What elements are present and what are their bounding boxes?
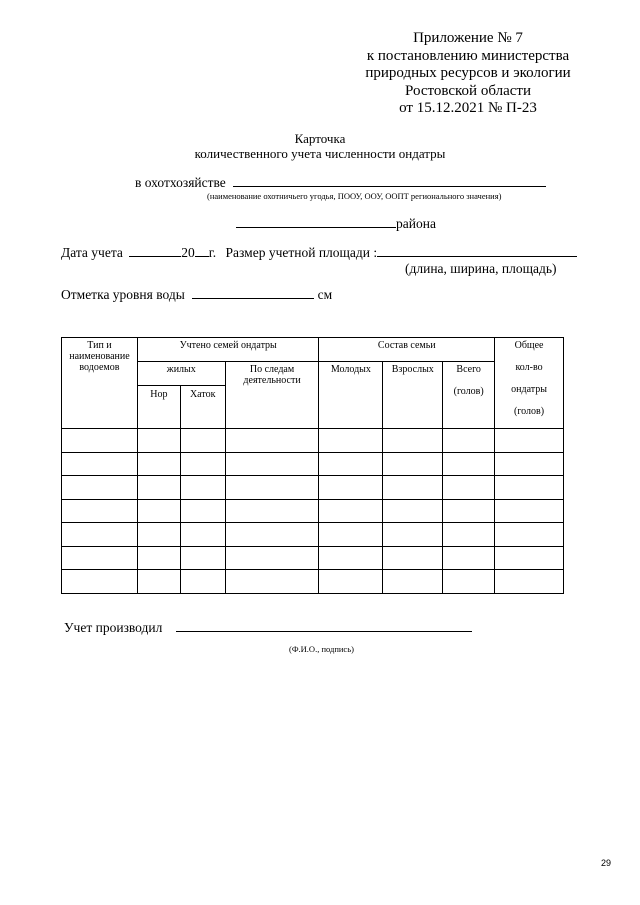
hunting-ground-label: в охотхозяйстве: [135, 175, 226, 190]
table-cell[interactable]: [383, 452, 443, 476]
title-line-1: Карточка: [294, 131, 346, 146]
table-row: [62, 429, 564, 453]
table-row: [62, 499, 564, 523]
header-lodges: Хаток: [180, 386, 225, 429]
table-row: [62, 570, 564, 594]
table-cell[interactable]: [495, 499, 564, 523]
appendix-line-5: от 15.12.2021 № П-23: [399, 100, 537, 116]
page-number: 29: [600, 858, 611, 868]
appendix-line-2: к постановлению министерства: [366, 47, 570, 64]
table-cell[interactable]: [443, 499, 495, 523]
table-cell[interactable]: [62, 429, 138, 453]
record-date-row: [61, 245, 577, 261]
table-cell[interactable]: [495, 476, 564, 500]
table-cell[interactable]: [319, 452, 383, 476]
table-cell[interactable]: [137, 523, 180, 547]
hunting-ground-field[interactable]: [233, 175, 546, 187]
water-level-label: Отметка уровня воды: [61, 287, 185, 302]
district-suffix: района: [396, 216, 436, 231]
signature-hint: (Ф.И.О., подпись): [289, 644, 354, 654]
table-cell[interactable]: [180, 429, 225, 453]
table-cell[interactable]: [225, 429, 319, 453]
table-cell[interactable]: [495, 570, 564, 594]
footer-label: Учет производил: [64, 620, 163, 635]
area-label: Размер учетной площади :: [225, 245, 378, 260]
table-cell[interactable]: [137, 499, 180, 523]
header-water-type: Тип и наименование водоемов: [62, 338, 138, 429]
table-cell[interactable]: [319, 476, 383, 500]
water-level-field[interactable]: [192, 287, 314, 299]
header-family-total-label: Всего: [456, 364, 481, 375]
record-year-prefix: 20: [181, 245, 195, 260]
table-cell[interactable]: [225, 523, 319, 547]
table-cell[interactable]: [443, 476, 495, 500]
table-cell[interactable]: [383, 499, 443, 523]
header-total-muskrats-4: (голов): [514, 406, 545, 417]
table-row: [62, 523, 564, 547]
district-field[interactable]: [236, 216, 396, 228]
signature-field[interactable]: [176, 620, 472, 632]
table-cell[interactable]: [137, 476, 180, 500]
table-cell[interactable]: [180, 546, 225, 570]
table-cell[interactable]: [319, 499, 383, 523]
table-cell[interactable]: [137, 452, 180, 476]
header-young: Молодых: [319, 362, 383, 429]
appendix-header: [338, 30, 598, 118]
title-line-2: количественного учета численности ондатры: [194, 146, 446, 161]
table-cell[interactable]: [383, 546, 443, 570]
water-level-row: [61, 287, 332, 303]
record-date-label: Дата учета: [61, 245, 123, 260]
table-cell[interactable]: [180, 523, 225, 547]
table-cell[interactable]: [180, 499, 225, 523]
table-cell[interactable]: [495, 523, 564, 547]
header-total-muskrats-2: кол-во: [515, 362, 543, 373]
table-cell[interactable]: [180, 452, 225, 476]
appendix-line-3: природных ресурсов и экологии: [365, 65, 571, 81]
hunting-ground-hint: (наименование охотничьего угодья, ПООУ, ООУ, ООПТ регионального значения): [207, 191, 502, 201]
table-cell[interactable]: [495, 546, 564, 570]
table-cell[interactable]: [319, 570, 383, 594]
table-cell[interactable]: [225, 570, 319, 594]
table-cell[interactable]: [319, 523, 383, 547]
table-cell[interactable]: [383, 523, 443, 547]
census-table: [61, 337, 564, 594]
header-total-muskrats: [495, 338, 564, 429]
header-by-tracks: По следам деятельности: [225, 362, 319, 429]
header-adult: Взрослых: [383, 362, 443, 429]
record-year-suffix: г.: [208, 245, 217, 260]
table-row: [62, 476, 564, 500]
table-cell[interactable]: [225, 546, 319, 570]
table-cell[interactable]: [225, 499, 319, 523]
table-cell[interactable]: [383, 570, 443, 594]
table-cell[interactable]: [62, 546, 138, 570]
document-title: [0, 131, 640, 161]
table-cell[interactable]: [180, 570, 225, 594]
table-cell[interactable]: [319, 546, 383, 570]
table-cell[interactable]: [383, 476, 443, 500]
header-burrows: Нор: [137, 386, 180, 429]
table-cell[interactable]: [62, 452, 138, 476]
table-cell[interactable]: [62, 523, 138, 547]
table-cell[interactable]: [225, 452, 319, 476]
header-dwellings: жилых: [137, 362, 225, 386]
table-cell[interactable]: [62, 570, 138, 594]
table-cell[interactable]: [62, 499, 138, 523]
hunting-ground-row: [135, 175, 546, 191]
district-row: [236, 216, 436, 232]
table-cell[interactable]: [137, 546, 180, 570]
table-cell[interactable]: [137, 570, 180, 594]
table-cell[interactable]: [319, 429, 383, 453]
table-cell[interactable]: [180, 476, 225, 500]
table-cell[interactable]: [443, 452, 495, 476]
area-hint: (длина, ширина, площадь): [405, 261, 557, 276]
header-counted-families: Учтено семей ондатры: [137, 338, 319, 362]
footer-row: [64, 620, 472, 636]
table-cell[interactable]: [62, 476, 138, 500]
table-cell[interactable]: [443, 523, 495, 547]
header-family-total: [443, 362, 495, 429]
table-cell[interactable]: [225, 476, 319, 500]
record-date-field[interactable]: [129, 245, 181, 257]
water-level-unit: см: [317, 287, 333, 302]
area-field[interactable]: [377, 245, 577, 257]
table-row: [62, 546, 564, 570]
table-cell[interactable]: [443, 546, 495, 570]
table-cell[interactable]: [383, 429, 443, 453]
table-cell[interactable]: [137, 429, 180, 453]
header-family-composition: Состав семьи: [319, 338, 495, 362]
table-cell[interactable]: [495, 452, 564, 476]
header-family-total-unit: (голов): [453, 386, 484, 397]
header-total-muskrats-1: Общее: [514, 340, 544, 351]
table-row: [62, 452, 564, 476]
table-cell[interactable]: [495, 429, 564, 453]
appendix-line-4: Ростовской области: [405, 82, 531, 99]
table-cell[interactable]: [443, 570, 495, 594]
table-cell[interactable]: [443, 429, 495, 453]
record-year-field[interactable]: [195, 245, 209, 257]
header-total-muskrats-3: ондатры: [511, 384, 547, 395]
appendix-line-1: Приложение № 7: [413, 30, 523, 46]
